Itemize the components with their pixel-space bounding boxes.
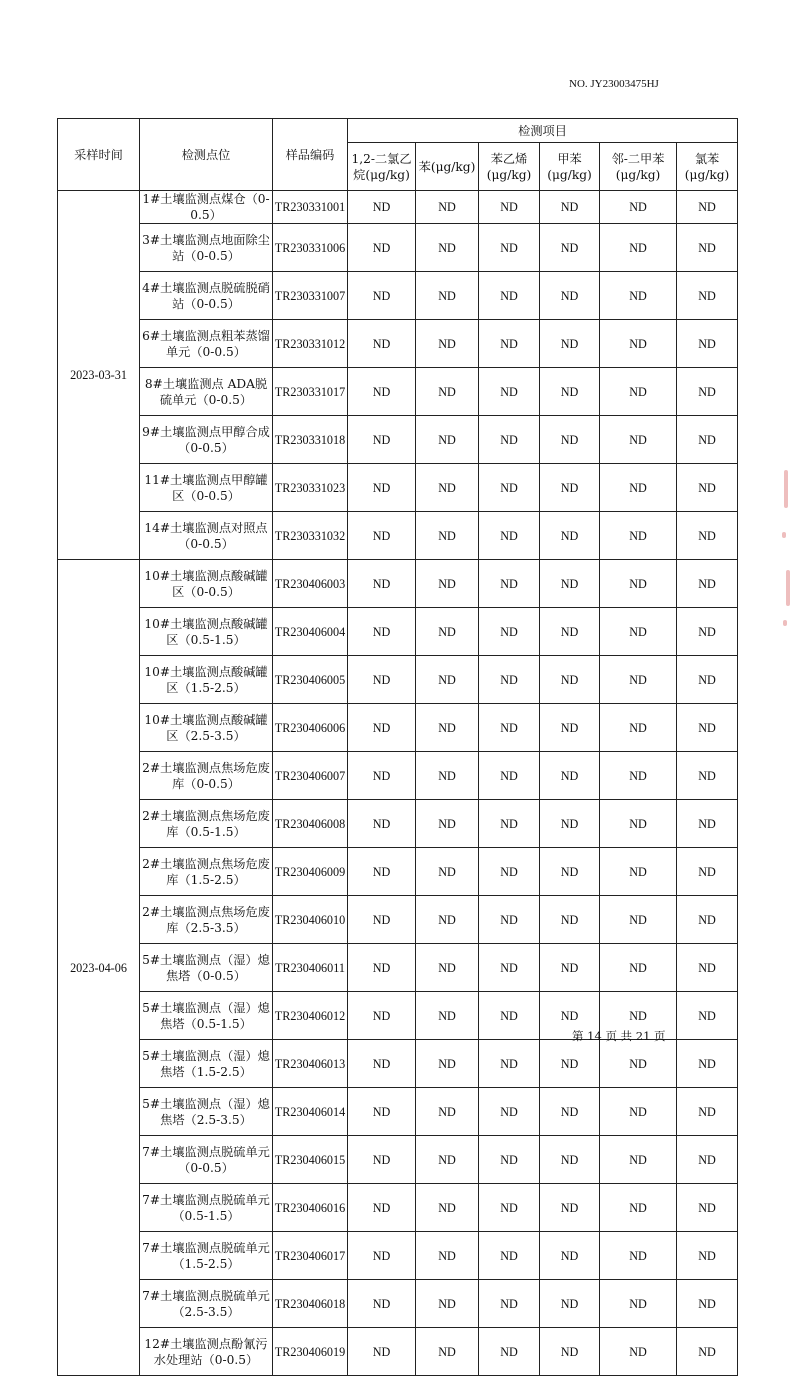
location-cell: 2#土壤监测点焦场危废库（2.5-3.5） [140,896,273,944]
table-row [58,1280,738,1328]
header-test-items: 检测项目 [348,119,738,143]
location-cell: 5#土壤监测点（湿）熄焦塔（0.5-1.5） [140,992,273,1040]
result-cell: ND [348,368,416,416]
result-cell: ND [348,1184,416,1232]
result-cell: ND [540,272,600,320]
location-cell: 8#土壤监测点 ADA脱硫单元（0-0.5） [140,368,273,416]
header-sampling-time: 采样时间 [58,119,140,191]
location-cell: 7#土壤监测点脱硫单元（0-0.5） [140,1136,273,1184]
location-cell: 14#土壤监测点对照点（0-0.5） [140,512,273,560]
location-cell: 1#土壤监测点煤仓（0-0.5） [140,191,273,224]
location-cell: 4#土壤监测点脱硫脱硝站（0-0.5） [140,272,273,320]
location-cell: 9#土壤监测点甲醇合成（0-0.5） [140,416,273,464]
result-cell: ND [600,1136,677,1184]
result-cell: ND [479,1280,540,1328]
table-row [58,1184,738,1232]
result-cell: ND [677,752,738,800]
result-cell: ND [348,944,416,992]
table-row [58,1232,738,1280]
result-cell: ND [600,464,677,512]
result-cell: ND [600,1232,677,1280]
result-cell: ND [479,704,540,752]
sample-code-cell: TR230406007 [273,752,348,800]
table-row [58,608,738,656]
sample-code-cell: TR230406011 [273,944,348,992]
sample-code-cell: TR230406014 [273,1088,348,1136]
sampling-date-cell: 2023-03-31 [58,191,140,560]
result-cell: ND [540,800,600,848]
result-cell: ND [416,368,479,416]
result-cell: ND [677,464,738,512]
seal-stamp-fragment [780,470,794,640]
result-cell: ND [600,896,677,944]
result-cell: ND [600,416,677,464]
header-item-styrene: 苯乙烯(μg/kg) [479,143,540,191]
result-cell: ND [416,272,479,320]
result-cell: ND [677,1328,738,1376]
table-row [58,1088,738,1136]
result-cell: ND [479,752,540,800]
result-cell: ND [348,800,416,848]
result-cell: ND [479,1184,540,1232]
location-cell: 11#土壤监测点甲醇罐区（0-0.5） [140,464,273,512]
result-cell: ND [600,368,677,416]
result-cell: ND [600,1184,677,1232]
result-cell: ND [348,1088,416,1136]
result-cell: ND [677,1184,738,1232]
result-cell: ND [600,752,677,800]
result-cell: ND [479,320,540,368]
sample-code-cell: TR230406019 [273,1328,348,1376]
result-cell: ND [416,1328,479,1376]
result-cell: ND [479,272,540,320]
result-cell: ND [540,416,600,464]
result-cell: ND [416,800,479,848]
sample-code-cell: TR230406013 [273,1040,348,1088]
result-cell: ND [479,848,540,896]
result-cell: ND [540,1136,600,1184]
result-cell: ND [677,320,738,368]
page-number: 第 14 页 共 21 页 [572,1029,666,1043]
result-cell: ND [677,608,738,656]
result-cell: ND [540,1088,600,1136]
table-row [58,1328,738,1376]
result-cell: ND [677,191,738,224]
result-cell: ND [677,800,738,848]
result-cell: ND [348,752,416,800]
table-row [58,800,738,848]
result-cell: ND [348,1040,416,1088]
table-row [58,224,738,272]
table-body [58,191,738,1376]
sample-code-cell: TR230331017 [273,368,348,416]
result-cell: ND [677,272,738,320]
location-cell: 2#土壤监测点焦场危废库（1.5-2.5） [140,848,273,896]
result-cell: ND [540,224,600,272]
result-cell: ND [600,1088,677,1136]
result-cell: ND [416,191,479,224]
sample-code-cell: TR230406008 [273,800,348,848]
result-cell: ND [677,1136,738,1184]
sample-code-cell: TR230406003 [273,560,348,608]
location-cell: 5#土壤监测点（湿）熄焦塔（2.5-3.5） [140,1088,273,1136]
result-cell: ND [348,224,416,272]
table-row [58,512,738,560]
result-cell: ND [600,1280,677,1328]
result-cell: ND [348,272,416,320]
result-cell: ND [540,368,600,416]
table-row [58,1136,738,1184]
result-cell: ND [416,1088,479,1136]
result-cell: ND [600,800,677,848]
result-cell: ND [540,704,600,752]
header-item-toluene: 甲苯(μg/kg) [540,143,600,191]
header-sample-code: 样品编码 [273,119,348,191]
table-row [58,368,738,416]
result-cell: ND [348,1232,416,1280]
result-cell: ND [416,560,479,608]
result-cell: ND [479,1232,540,1280]
result-cell: ND [416,512,479,560]
result-cell: ND [600,608,677,656]
sample-code-cell: TR230331007 [273,272,348,320]
result-cell: ND [677,704,738,752]
result-cell: ND [479,1040,540,1088]
location-cell: 7#土壤监测点脱硫单元（2.5-3.5） [140,1280,273,1328]
result-cell: ND [348,848,416,896]
result-cell: ND [677,1280,738,1328]
result-cell: ND [600,560,677,608]
results-table [57,118,738,1376]
sample-code-cell: TR230331001 [273,191,348,224]
result-cell: ND [540,191,600,224]
table-row [58,272,738,320]
result-cell: ND [479,800,540,848]
result-cell: ND [348,560,416,608]
result-cell: ND [416,224,479,272]
result-cell: ND [540,1040,600,1088]
result-cell: ND [416,848,479,896]
result-cell: ND [348,608,416,656]
sampling-date-cell: 2023-04-06 [58,560,140,1376]
table-row [58,752,738,800]
table-row [58,656,738,704]
header-location: 检测点位 [140,119,273,191]
result-cell: ND [416,1232,479,1280]
location-cell: 2#土壤监测点焦场危废库（0.5-1.5） [140,800,273,848]
result-cell: ND [677,656,738,704]
sample-code-cell: TR230406006 [273,704,348,752]
sample-code-cell: TR230406016 [273,1184,348,1232]
result-cell: ND [600,191,677,224]
result-cell: ND [479,896,540,944]
result-cell: ND [479,1136,540,1184]
sample-code-cell: TR230331018 [273,416,348,464]
table-row [58,704,738,752]
result-cell: ND [416,1184,479,1232]
result-cell: ND [416,608,479,656]
location-cell: 5#土壤监测点（湿）熄焦塔（0-0.5） [140,944,273,992]
result-cell: ND [677,944,738,992]
result-cell: ND [677,1040,738,1088]
result-cell: ND [540,560,600,608]
result-cell: ND [416,896,479,944]
header-item-benzene: 苯(μg/kg) [416,143,479,191]
sample-code-cell: TR230406018 [273,1280,348,1328]
sample-code-cell: TR230406012 [273,992,348,1040]
result-cell: ND [416,704,479,752]
table-row [58,320,738,368]
document-number: NO. JY23003475HJ [569,78,659,90]
result-cell: ND [416,944,479,992]
result-cell: ND [479,224,540,272]
result-cell: ND [540,464,600,512]
result-cell: ND [677,560,738,608]
table-row [58,560,738,608]
location-cell: 10#土壤监测点酸碱罐区（0-0.5） [140,560,273,608]
location-cell: 10#土壤监测点酸碱罐区（1.5-2.5） [140,656,273,704]
result-cell: ND [677,224,738,272]
result-cell: ND [416,752,479,800]
result-cell: ND [600,656,677,704]
result-cell: ND [479,656,540,704]
sample-code-cell: TR230331023 [273,464,348,512]
location-cell: 7#土壤监测点脱硫单元（0.5-1.5） [140,1184,273,1232]
table-row [58,944,738,992]
location-cell: 5#土壤监测点（湿）熄焦塔（1.5-2.5） [140,1040,273,1088]
result-cell: ND [479,1328,540,1376]
header-item-chlorobenzene: 氯苯(μg/kg) [677,143,738,191]
sample-code-cell: TR230331032 [273,512,348,560]
result-cell: ND [479,464,540,512]
result-cell: ND [348,416,416,464]
result-cell: ND [540,608,600,656]
result-cell: ND [348,191,416,224]
table-row [58,191,738,224]
result-cell: ND [416,1280,479,1328]
sample-code-cell: TR230406009 [273,848,348,896]
result-cell: ND [600,272,677,320]
result-cell: ND [416,1136,479,1184]
result-cell: ND [677,896,738,944]
result-cell: ND [677,368,738,416]
result-cell: ND [416,416,479,464]
result-cell: ND [600,1040,677,1088]
location-cell: 6#土壤监测点粗苯蒸馏单元（0-0.5） [140,320,273,368]
result-cell: ND [416,464,479,512]
location-cell: 10#土壤监测点酸碱罐区（2.5-3.5） [140,704,273,752]
result-cell: ND [540,1328,600,1376]
result-cell: ND [540,320,600,368]
result-cell: ND [479,416,540,464]
result-cell: ND [348,704,416,752]
result-cell: ND [348,896,416,944]
sample-code-cell: TR230406010 [273,896,348,944]
sample-code-cell: TR230406017 [273,1232,348,1280]
table-row [58,896,738,944]
location-cell: 3#土壤监测点地面除尘站（0-0.5） [140,224,273,272]
result-cell: ND [348,464,416,512]
header-item-o-xylene: 邻-二甲苯(μg/kg) [600,143,677,191]
result-cell: ND [600,992,677,1040]
result-cell: ND [540,656,600,704]
result-cell: ND [540,752,600,800]
result-cell: ND [600,944,677,992]
result-cell: ND [416,656,479,704]
result-cell: ND [540,848,600,896]
result-cell: ND [600,320,677,368]
result-cell: ND [479,1088,540,1136]
result-cell: ND [479,512,540,560]
result-cell: ND [479,608,540,656]
location-cell: 10#土壤监测点酸碱罐区（0.5-1.5） [140,608,273,656]
result-cell: ND [677,992,738,1040]
result-cell: ND [348,512,416,560]
result-cell: ND [416,1040,479,1088]
result-cell: ND [540,1280,600,1328]
result-cell: ND [540,1184,600,1232]
result-cell: ND [677,416,738,464]
result-cell: ND [540,512,600,560]
result-cell: ND [479,944,540,992]
result-cell: ND [479,992,540,1040]
result-cell: ND [600,848,677,896]
result-cell: ND [540,992,600,1040]
result-cell: ND [348,656,416,704]
result-cell: ND [540,944,600,992]
table-row [58,1040,738,1088]
location-cell: 7#土壤监测点脱硫单元（1.5-2.5） [140,1232,273,1280]
result-cell: ND [677,848,738,896]
result-cell: ND [348,992,416,1040]
location-cell: 2#土壤监测点焦场危废库（0-0.5） [140,752,273,800]
result-cell: ND [416,992,479,1040]
result-cell: ND [677,1088,738,1136]
result-cell: ND [677,1232,738,1280]
table-row [58,848,738,896]
result-cell: ND [479,368,540,416]
result-cell: ND [600,224,677,272]
result-cell: ND [348,1328,416,1376]
location-cell: 12#土壤监测点酚氰污水处理站（0-0.5） [140,1328,273,1376]
sample-code-cell: TR230406005 [273,656,348,704]
result-cell: ND [540,896,600,944]
table-row [58,464,738,512]
sample-code-cell: TR230331012 [273,320,348,368]
result-cell: ND [348,320,416,368]
result-cell: ND [348,1136,416,1184]
result-cell: ND [600,1328,677,1376]
result-cell: ND [600,704,677,752]
result-cell: ND [416,320,479,368]
header-item-dichloroethane: 1,2-二氯乙烷(μg/kg) [348,143,416,191]
table-row [58,416,738,464]
result-cell: ND [479,191,540,224]
result-cell: ND [479,560,540,608]
result-cell: ND [348,1280,416,1328]
sample-code-cell: TR230331006 [273,224,348,272]
sample-code-cell: TR230406015 [273,1136,348,1184]
result-cell: ND [540,1232,600,1280]
sample-code-cell: TR230406004 [273,608,348,656]
result-cell: ND [600,512,677,560]
result-cell: ND [677,512,738,560]
